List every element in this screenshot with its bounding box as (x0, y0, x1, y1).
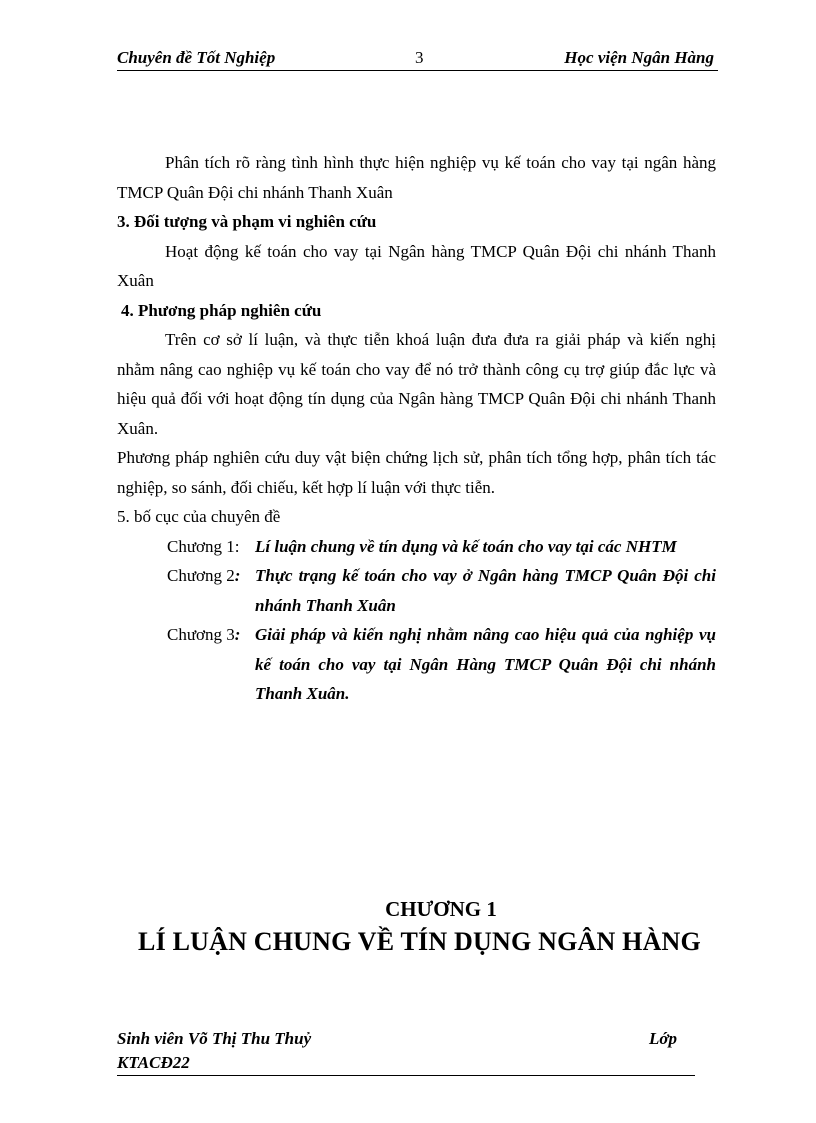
chapter-outline-item-2 (117, 561, 716, 620)
page-body (117, 148, 716, 709)
chapter-title: Lí luận chung về tín dụng và kế toán cho vay tại các NHTM (255, 536, 677, 556)
chapter-separator: : (234, 536, 240, 556)
chapter-outline-item-3 (117, 620, 716, 709)
section-3-text: Hoạt động kế toán cho vay tại Ngân hàng TMCP Quân Đội chi nhánh Thanh Xuân (117, 241, 716, 290)
chapter-label: Chương 3 (167, 625, 235, 644)
page-footer (117, 1027, 695, 1076)
footer-student-name: Sinh viên Võ Thị Thu Thuỷ (117, 1029, 312, 1048)
chapter-title: Thực trạng kế toán cho vay ở Ngân hàng TMCP Quân Đội chi nhánh Thanh Xuân (255, 566, 716, 615)
chapter-label: Chương 1 (167, 536, 235, 556)
chapter-separator: : (234, 625, 241, 644)
chapter-separator: : (234, 566, 241, 585)
chapter-outline-item-1 (117, 532, 716, 562)
section-4-paragraph-2: Phương pháp nghiên cứu duy vật biện chứng lịch sử, phân tích tổng hợp, phân tích tác nghiệp, so sánh, đối chiếu, kết hợp lí luận với thực tiễn. (117, 448, 716, 497)
header-left-title: Chuyên đề Tốt Nghiệp (117, 48, 276, 67)
intro-paragraph: Phân tích rõ ràng tình hình thực hiện nghiệp vụ kế toán cho vay tại ngân hàng TMCP Quân Đội chi nhánh Thanh Xuân (117, 153, 716, 202)
header-right-title: Học viện Ngân Hàng (564, 48, 714, 67)
page-header (117, 48, 718, 71)
section-5-heading: 5. bố cục của chuyên đề (117, 507, 281, 526)
page-number: 3 (415, 48, 424, 67)
section-3-heading: 3. Đối tượng và phạm vi nghiên cứu (117, 212, 377, 231)
footer-class-code: KTACĐ22 (117, 1053, 190, 1072)
chapter-number-heading: CHƯƠNG 1 (385, 897, 497, 921)
footer-class-label: Lớp (649, 1029, 678, 1048)
chapter-title-heading: LÍ LUẬN CHUNG VỀ TÍN DỤNG NGÂN HÀNG (138, 927, 701, 956)
section-4-paragraph-1: Trên cơ sở lí luận, và thực tiễn khoá luận đưa đưa ra giải pháp và kiến nghị nhằm nâng cao nghiệp vụ kế toán cho vay để nó trở thành công cụ trợ giúp đắc lực và hiệu quả đối với hoạt động tín dụng của Ngân hàng TMCP Quân Đội chi nhánh Thanh Xuân. (117, 330, 716, 438)
chapter-title: Giải pháp và kiến nghị nhằm nâng cao hiệu quả của nghiệp vụ kế toán cho vay tại Ngân Hàng TMCP Quân Đội chi nhánh Thanh Xuân. (255, 625, 716, 703)
chapter-label: Chương 2 (167, 566, 235, 585)
section-4-heading: 4. Phương pháp nghiên cứu (121, 300, 322, 320)
